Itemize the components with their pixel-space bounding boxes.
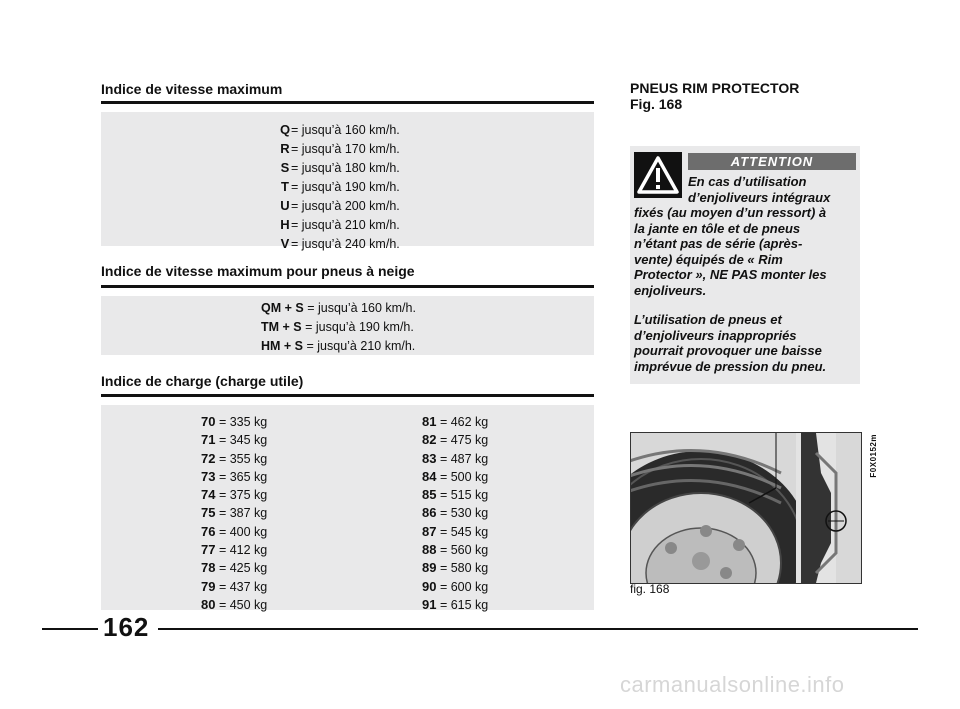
snow-heading-rule [101,285,594,288]
load-index-row [201,578,267,596]
index-code: 85 [422,487,437,503]
speed-index-row [101,196,594,215]
index-value: = jusqu’à 190 km/h. [291,180,400,194]
index-code: 83 [422,450,437,466]
index-code: 71 [201,432,216,448]
load-index-row [201,468,267,486]
attention-line: d’enjoliveurs intégraux [688,189,831,205]
snow-speed-row [101,299,594,318]
index-value: = 355 kg [215,451,268,466]
index-code: 73 [201,468,216,484]
index-code: TM + S [261,320,302,334]
index-code: QM + S [261,301,304,315]
index-code: 80 [201,596,216,612]
index-value: = 500 kg [436,469,489,484]
load-index-row [201,450,267,468]
index-value: = 375 kg [215,488,268,503]
attention-line: imprévue de pression du pneu. [634,358,827,374]
load-index-row [422,596,488,614]
attention-badge: ATTENTION [688,153,856,170]
index-code: H [280,217,290,232]
snow-speed-row [101,318,594,337]
load-index-row [422,523,488,541]
attention-paragraph-1 [634,205,827,299]
index-code: 70 [201,414,216,429]
index-value: = 600 kg [436,579,489,594]
index-code: T [281,179,289,194]
load-index-row [201,413,267,431]
index-code: 81 [422,414,437,429]
index-value: = jusqu’à 200 km/h. [291,199,400,213]
index-code: 78 [201,560,216,576]
speed-index-list [101,120,594,253]
load-index-row [422,413,488,431]
speed-heading-rule [101,101,594,104]
load-index-row [422,431,488,449]
attention-line: la jante en tôle et de pneus [634,220,801,236]
attention-paragraph-2 [634,312,826,374]
footer-rule-right [158,628,918,630]
load-index-row [201,559,267,577]
index-value: = 412 kg [215,543,268,558]
index-value: = jusqu’à 160 km/h. [303,301,416,315]
index-value: = 437 kg [215,579,268,594]
footer-rule-left [42,628,98,630]
index-value: = 450 kg [215,597,268,612]
attention-line: enjoliveurs. [634,282,707,298]
attention-line: fixés (au moyen d’un ressort) à [634,205,827,220]
index-code: 77 [201,542,216,558]
speed-index-row [101,215,594,234]
index-value: = jusqu’à 210 km/h. [303,339,416,353]
snow-speed-row [101,337,594,356]
tyre-wheel-illustration [630,432,862,584]
index-code: U [280,198,290,213]
snow-speed-list [101,299,594,356]
load-index-row [422,486,488,504]
index-value: = 387 kg [215,506,268,521]
load-index-row [422,450,488,468]
index-code: 84 [422,468,437,484]
index-code: Q [279,122,291,137]
attention-line: n’étant pas de série (après- [634,236,803,252]
figure-code: F0X0152m [869,434,878,478]
index-code: 89 [422,560,437,576]
speed-index-row [101,234,594,253]
speed-index-panel [101,112,594,251]
load-index-row [422,578,488,596]
attention-line: En cas d’utilisation [688,174,807,189]
load-index-row [201,431,267,449]
index-value: = 475 kg [436,433,489,448]
index-value: = jusqu’à 190 km/h. [301,320,414,334]
load-heading-rule [101,394,594,397]
index-code: 90 [422,578,437,594]
index-value: = 365 kg [215,469,268,484]
load-index-row [422,559,488,577]
load-index-right-column [422,413,488,614]
speed-index-row [101,139,594,158]
load-index-row [201,523,267,541]
index-value: = 425 kg [215,561,268,576]
figure-reference: Fig. 168 [630,96,683,112]
index-value: = jusqu’à 170 km/h. [291,142,400,156]
index-code: 79 [201,578,216,594]
snow-speed-heading: Indice de vitesse maximum pour pneus à neige [101,263,415,279]
page-number: 162 [103,612,150,642]
attention-line: pourrait provoquer une baisse [634,343,822,359]
attention-line: vente) équipés de « Rim [634,251,783,267]
load-index-left-column [201,413,267,614]
index-value: = 580 kg [436,561,489,576]
load-index-row [422,541,488,559]
index-code: HM + S [261,339,304,353]
watermark: carmanualsonline.info [620,672,845,697]
load-index-row [201,486,267,504]
index-value: = 545 kg [436,524,489,539]
load-index-row [422,504,488,522]
index-code: R [280,141,290,156]
index-value: = 345 kg [215,433,268,448]
index-code: 87 [422,523,437,539]
index-value: = jusqu’à 210 km/h. [291,218,400,232]
index-code: 82 [422,432,437,448]
index-code: S [280,160,290,175]
rim-protector-title [630,80,799,112]
section-title: PNEUS RIM PROTECTOR [630,80,800,96]
index-value: = 335 kg [215,415,268,429]
load-index-panel [101,405,594,610]
index-value: = 515 kg [436,488,489,503]
speed-index-row [101,120,594,139]
load-index-heading: Indice de charge (charge utile) [101,373,304,389]
index-value: = 530 kg [436,506,489,521]
index-code: 88 [422,542,437,558]
snow-speed-panel [101,296,594,355]
speed-index-row [101,158,594,177]
index-code: 91 [422,596,437,612]
speed-index-row [101,177,594,196]
attention-line: Protector », NE PAS monter les [634,267,827,283]
warning-triangle-icon [634,152,682,198]
index-code: 86 [422,505,437,521]
index-value: = 560 kg [436,543,489,558]
figure-caption: fig. 168 [630,582,670,596]
attention-paragraph-1-indented [688,174,830,205]
index-value: = 615 kg [436,597,489,612]
load-index-row [201,541,267,559]
index-value: = 400 kg [215,524,268,539]
index-value: = jusqu’à 240 km/h. [291,237,400,251]
attention-line: L’utilisation de pneus et [634,312,782,327]
index-value: = 487 kg [436,451,489,466]
index-value: = jusqu’à 180 km/h. [291,161,400,175]
index-code: 74 [201,487,216,503]
attention-line: d’enjoliveurs inappropriés [634,327,797,343]
index-code: 72 [201,450,216,466]
index-code: V [280,236,290,251]
load-index-row [201,504,267,522]
speed-index-heading: Indice de vitesse maximum [101,81,283,97]
index-value: = jusqu’à 160 km/h. [291,123,400,137]
index-code: 76 [201,523,216,539]
load-index-row [422,468,488,486]
load-index-row [201,596,267,614]
index-value: = 462 kg [436,415,489,429]
index-code: 75 [201,505,216,521]
